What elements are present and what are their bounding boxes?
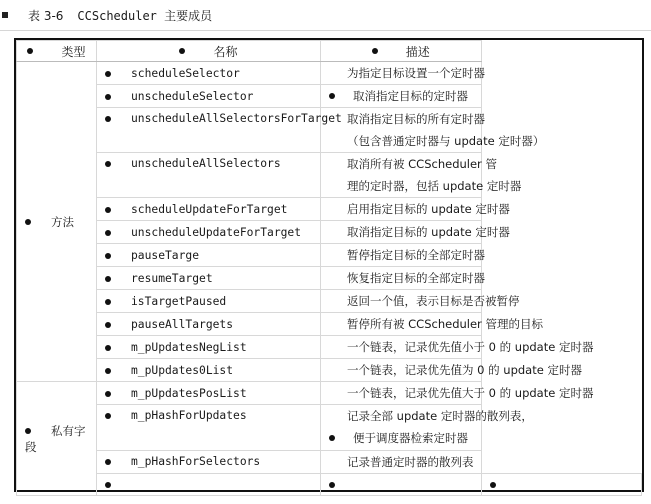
member-desc: 为指定目标设置一个定时器 [321, 62, 482, 85]
member-desc: 取消指定目标的所有定时器 （包含普通定时器与 update 定时器） [321, 108, 482, 153]
bullet-icon [25, 428, 31, 434]
bullet-icon [25, 219, 31, 225]
table-row [17, 244, 642, 267]
table-row [17, 85, 642, 108]
table-row [17, 405, 642, 450]
table-row [17, 153, 642, 198]
group-private: 私有字段 [17, 382, 97, 496]
member-desc: 返回一个值，表示目标是否被暂停 [321, 290, 482, 313]
bullet-icon [105, 207, 111, 213]
member-desc: 启用指定目标的 update 定时器 [321, 198, 482, 221]
member-desc: 一个链表，记录优先值小于 0 的 update 定时器 [321, 336, 482, 359]
bullet-icon [105, 94, 111, 100]
table-row [17, 198, 642, 221]
bullet-icon [105, 276, 111, 282]
member-name: m_pHashForSelectors [97, 450, 321, 473]
member-name: pauseTarge [97, 244, 321, 267]
member-name: unscheduleSelector [97, 85, 321, 108]
member-desc: 记录全部 update 定时器的散列表， 便于调度器检索定时器 [321, 405, 482, 450]
empty-cell [97, 473, 321, 496]
table-row-empty [17, 473, 642, 496]
bullet-icon [329, 435, 335, 441]
table-row [17, 108, 642, 153]
bullet-icon [105, 253, 111, 259]
member-desc: 一个链表，记录优先值大于 0 的 update 定时器 [321, 382, 482, 405]
bullet-icon [105, 482, 111, 488]
member-name: resumeTarget [97, 267, 321, 290]
header-name: 名称 [97, 41, 321, 62]
bullet-icon [27, 48, 33, 54]
bullet-icon [372, 48, 378, 54]
table-row [17, 359, 642, 382]
member-name: isTargetPaused [97, 290, 321, 313]
header-type: 类型 [17, 41, 97, 62]
table-row [17, 290, 642, 313]
bullet-icon [105, 391, 111, 397]
bullet-icon [105, 71, 111, 77]
member-name: m_pHashForUpdates [97, 405, 321, 450]
header-desc: 描述 [321, 41, 482, 62]
table-row [17, 336, 642, 359]
member-desc: 取消所有被 CCScheduler 管 理的定时器，包括 update 定时器 [321, 153, 482, 198]
bullet-icon [105, 161, 111, 167]
table-row [17, 221, 642, 244]
header-row [17, 41, 642, 62]
square-bullet-icon [2, 12, 8, 18]
member-name: pauseAllTargets [97, 313, 321, 336]
bullet-icon [105, 230, 111, 236]
table-row [17, 450, 642, 473]
caption-label: 表 3-6 [28, 8, 64, 23]
bullet-icon [105, 345, 111, 351]
empty-cell [481, 473, 642, 496]
table-row [17, 313, 642, 336]
bullet-icon [105, 299, 111, 305]
member-desc: 暂停所有被 CCScheduler 管理的目标 [321, 313, 482, 336]
member-desc: 取消指定目标的 update 定时器 [321, 221, 482, 244]
bullet-icon [105, 368, 111, 374]
bullet-icon [105, 459, 111, 465]
bullet-icon [105, 322, 111, 328]
bullet-icon [105, 116, 111, 122]
member-name: unscheduleAllSelectorsForTarget [97, 108, 321, 153]
table-caption [0, 0, 651, 31]
member-name: m_pUpdates0List [97, 359, 321, 382]
bullet-icon [329, 93, 335, 99]
caption-title: CCScheduler 主要成员 [77, 8, 213, 23]
member-name: scheduleSelector [97, 62, 321, 85]
member-name: m_pUpdatesNegList [97, 336, 321, 359]
bullet-icon [490, 482, 496, 488]
member-name: unscheduleAllSelectors [97, 153, 321, 198]
table-row [17, 382, 642, 405]
member-desc: 暂停指定目标的全部定时器 [321, 244, 482, 267]
bullet-icon [179, 48, 185, 54]
table-row [17, 267, 642, 290]
empty-cell [321, 473, 482, 496]
bullet-icon [105, 413, 111, 419]
member-name: unscheduleUpdateForTarget [97, 221, 321, 244]
group-method: 方法 [17, 62, 97, 382]
members-table [14, 38, 644, 492]
member-name: m_pUpdatesPosList [97, 382, 321, 405]
member-desc: 一个链表，记录优先值为 0 的 update 定时器 [321, 359, 482, 382]
table-row [17, 62, 642, 85]
member-desc: 记录普通定时器的散列表 [321, 450, 482, 473]
member-desc: 恢复指定目标的全部定时器 [321, 267, 482, 290]
member-name: scheduleUpdateForTarget [97, 198, 321, 221]
member-desc: 取消指定目标的定时器 [321, 85, 482, 108]
bullet-icon [329, 482, 335, 488]
